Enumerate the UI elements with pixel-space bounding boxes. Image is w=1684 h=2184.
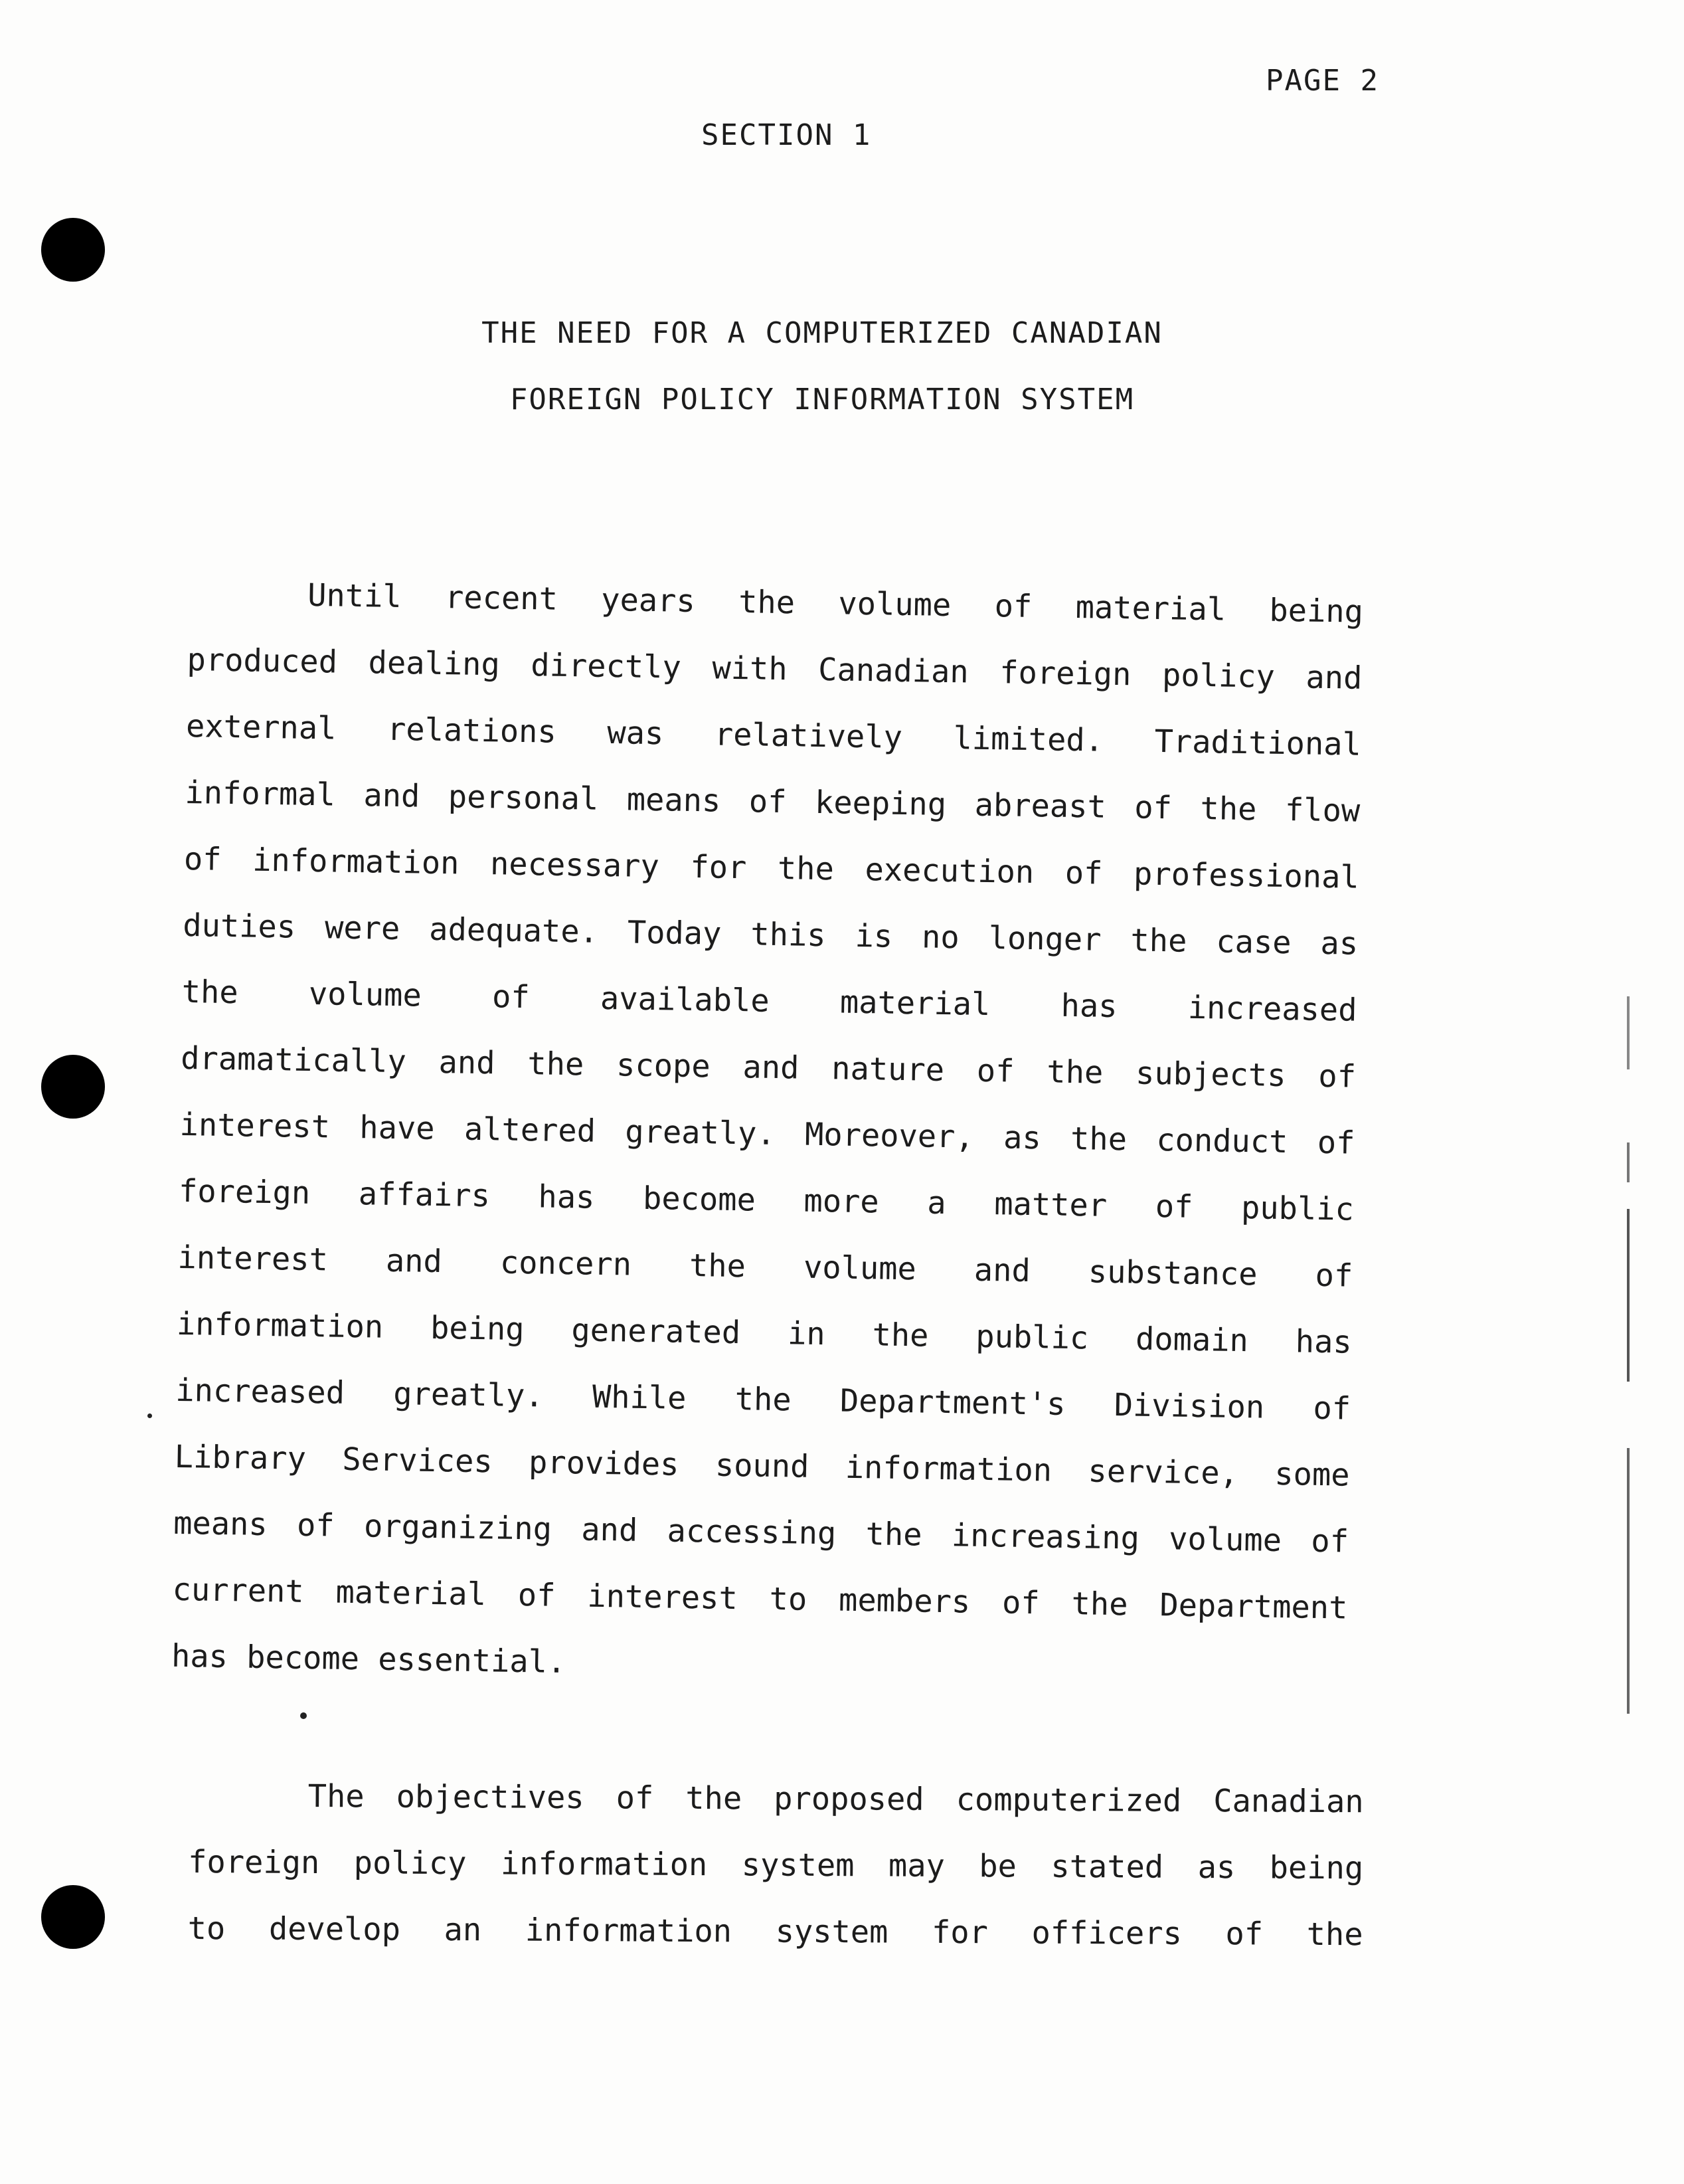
word: interest [179,1106,331,1146]
word: nature [831,1050,945,1089]
word: foreign [999,654,1132,693]
word: substance [1088,1253,1258,1293]
word: Division [1114,1387,1265,1426]
word: the [865,1516,922,1554]
word: subjects [1135,1055,1286,1095]
word: and [1305,659,1363,697]
word: develop [268,1910,401,1948]
word: proposed [774,1780,924,1818]
paragraph-need [171,561,1363,1708]
word: organizing [363,1508,552,1548]
word: informal [185,774,336,814]
word: Moreover, [804,1116,975,1156]
word: Canadian [1213,1783,1364,1821]
word: as [1003,1119,1042,1157]
word: domain [1135,1320,1249,1360]
word: be [979,1848,1017,1885]
word: material [335,1574,487,1613]
word: relations [386,711,557,751]
word: the [1130,922,1187,960]
word: information [845,1449,1052,1489]
word: information [252,842,460,882]
word: and [438,1044,495,1082]
word: external [185,707,337,747]
word: volume [803,1249,917,1288]
word: of [296,1506,335,1544]
word: this [750,916,826,955]
word: and [363,777,420,815]
word: and [385,1242,443,1281]
word: of [1155,1188,1193,1226]
word: the [685,1779,742,1817]
word: concern [499,1244,632,1283]
punch-hole-middle [41,1055,105,1119]
word: of [1064,854,1103,892]
word: have [359,1109,435,1147]
word: Department [1159,1587,1348,1627]
word: necessary [489,846,660,885]
ink-speck [147,1413,152,1418]
word: of [183,840,222,878]
word: longer [988,919,1102,958]
word: become [642,1180,756,1219]
word: of [1315,1257,1353,1295]
word: sound [715,1447,809,1485]
word: more [803,1182,880,1221]
word: for [690,848,747,887]
word: of [1317,1124,1355,1162]
word: dealing [368,644,501,683]
word: some [1274,1455,1350,1494]
word: system [775,1913,888,1951]
word: personal [448,778,599,818]
word: current [172,1571,305,1610]
word: the [689,1247,746,1285]
word: increasing [951,1517,1140,1557]
word: Library [174,1438,307,1477]
word: means [626,781,721,820]
word: to [769,1580,807,1618]
word: and [973,1251,1031,1290]
scan-edge-mark [1627,1209,1630,1382]
word: abreast [974,786,1107,826]
word: computerized [956,1781,1182,1819]
word: available [600,980,770,1020]
word: of [1001,1584,1041,1622]
word: the [738,584,796,622]
word: of [1313,1390,1351,1427]
page-number: PAGE 2 [1266,64,1379,98]
document-title-line-2: FOREIGN POLICY INFORMATION SYSTEM [509,383,1135,416]
word: Canadian [817,651,969,691]
word: an [444,1912,482,1949]
word: was [606,714,664,753]
word: generated [571,1312,741,1352]
word: of [994,588,1033,625]
word: the [1306,1916,1363,1954]
word: in [787,1315,826,1353]
word: being [1269,592,1364,630]
word: system [741,1847,855,1884]
scan-edge-mark [1627,996,1630,1069]
word: has [538,1178,595,1216]
word: material [839,984,991,1024]
word: directly [530,647,682,686]
word: produced [187,641,338,681]
word: increased [1187,989,1357,1029]
word: of [1310,1522,1349,1560]
punch-hole-top [41,218,105,282]
word: adequate. [428,911,599,951]
word: material [1075,589,1226,628]
word: volume [838,585,952,624]
word: information [500,1845,708,1884]
word: officers [1031,1914,1183,1952]
word: professional [1133,856,1360,896]
word: public [1240,1190,1355,1228]
ink-speck [300,1712,307,1719]
word: Traditional [1154,723,1362,763]
word: of [1225,1916,1264,1953]
word: limited. [953,720,1104,759]
word: greatly. [392,1376,545,1415]
word: increased [175,1372,345,1411]
punch-hole-bottom [41,1885,105,1949]
word: members [838,1582,971,1621]
word: execution [865,852,1035,891]
word: and [580,1511,638,1549]
word: has [1060,987,1118,1026]
word: of [491,978,531,1016]
word: with [712,650,788,688]
word: of [1317,1057,1357,1095]
word: provides [528,1444,679,1483]
section-heading: SECTION 1 [701,118,872,152]
word: Until [307,577,402,616]
word: may [888,1847,946,1884]
word: means [173,1504,268,1544]
word: of [616,1779,654,1817]
word: case [1215,923,1292,962]
word: accessing [667,1512,837,1552]
word: recent [444,579,558,618]
paragraph-objectives [187,1763,1364,1968]
word: policy [353,1845,467,1882]
word: service, [1088,1453,1239,1492]
word: of [517,1576,556,1614]
word: the [1046,1053,1104,1091]
word: of [748,783,787,821]
word: matter [993,1186,1108,1224]
word: as [1320,925,1359,962]
word: as [1197,1849,1236,1886]
word: the [734,1381,792,1419]
word: volume [308,975,422,1014]
word: foreign [178,1172,311,1212]
text-line: has become essential. [171,1637,566,1681]
word: affairs [358,1176,491,1215]
word: information [176,1305,384,1346]
text-line [187,1896,1363,1968]
word: altered [463,1111,596,1150]
word: were [324,909,400,948]
word: a [926,1184,947,1222]
word: duties [182,907,296,946]
word: foreign [188,1843,320,1882]
word: relatively [714,716,903,756]
word: The [307,1777,365,1815]
word: scope [616,1047,711,1085]
word: conduct [1155,1122,1288,1161]
word: volume [1168,1520,1282,1560]
word: no [921,919,960,956]
text-line [188,1829,1363,1902]
word: public [975,1318,1089,1357]
word: is [855,917,893,955]
word: being [430,1309,525,1348]
word: policy [1161,657,1276,695]
word: the [527,1046,584,1083]
word: the [1070,1120,1128,1158]
word: Department's [839,1382,1066,1423]
word: years [600,581,696,620]
word: greatly. [624,1113,776,1152]
scan-edge-mark [1627,1142,1630,1182]
word: the [872,1317,929,1354]
word: being [1269,1849,1364,1887]
word: and [742,1049,800,1087]
document-title-line-1: THE NEED FOR A COMPUTERIZED CANADIAN [481,316,1163,350]
word: stated [1051,1848,1164,1886]
text-line [188,1763,1363,1835]
word: information [525,1912,732,1950]
word: the [1071,1586,1128,1623]
word: interest [586,1578,738,1617]
word: keeping [814,784,947,823]
word: for [931,1914,989,1952]
word: dramatically [180,1040,407,1081]
word: of [1134,789,1173,827]
word: Today [627,914,722,953]
word: the [181,973,239,1012]
word: objectives [396,1778,584,1817]
word: While [592,1378,687,1417]
word: interest [177,1239,329,1279]
word: the [777,850,835,888]
word: the [1200,790,1257,828]
scan-edge-mark [1627,1448,1630,1714]
word: of [976,1052,1015,1090]
word: Services [341,1441,493,1481]
word: has [1295,1323,1353,1361]
word: to [187,1910,226,1948]
word: flow [1284,791,1361,830]
